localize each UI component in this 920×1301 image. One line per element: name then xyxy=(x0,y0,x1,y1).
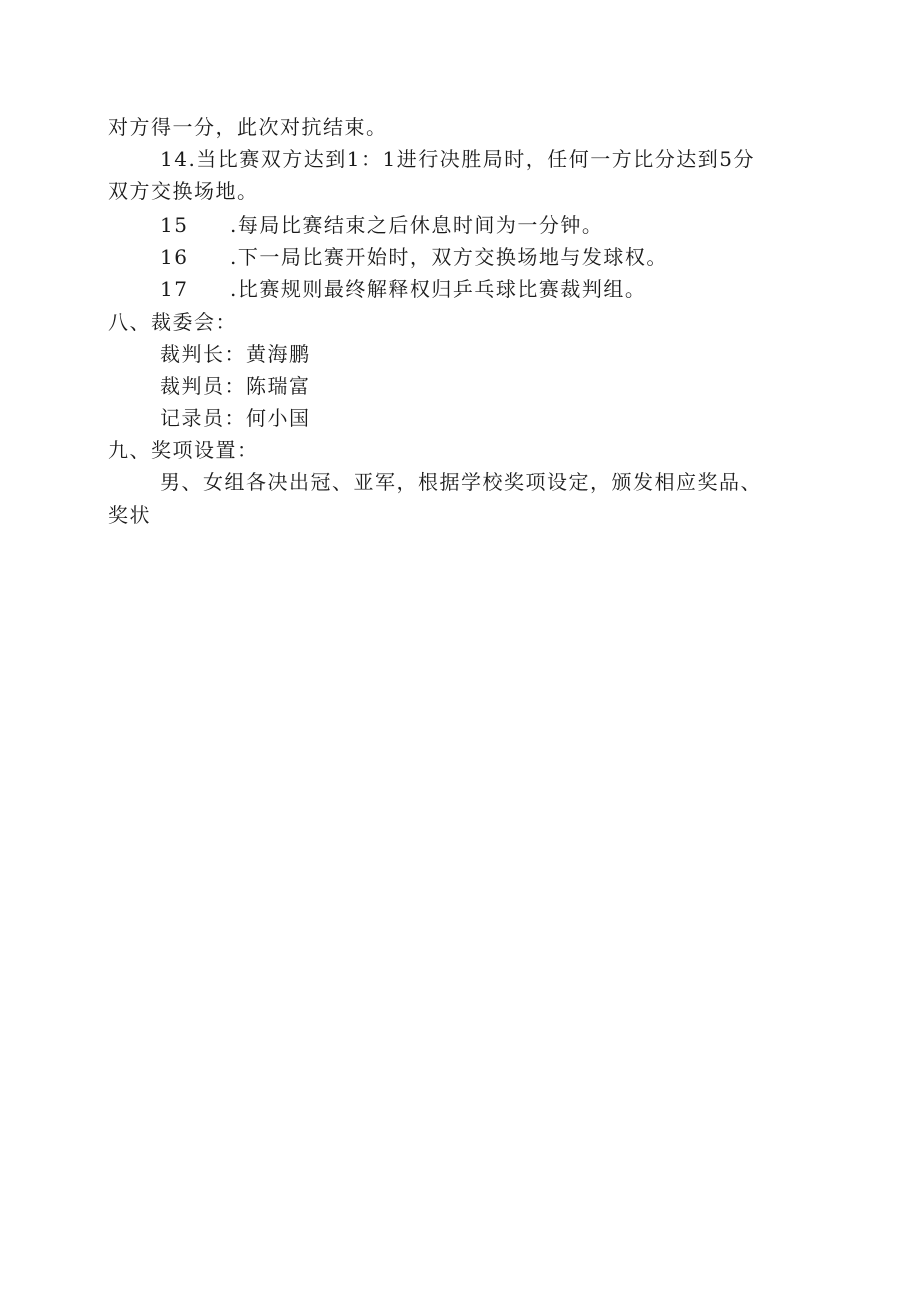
rule-16 xyxy=(160,244,668,270)
awards-paragraph-text-2: 奖状 xyxy=(108,503,151,527)
chief-referee-text: 裁判长：黄海鹏 xyxy=(160,342,311,366)
rule-13-continuation-text: 对方得一分，此次对抗结束。 xyxy=(108,115,388,139)
referee xyxy=(160,373,311,399)
awards-paragraph-text-1: 男、女组各决出冠、亚军，根据学校奖项设定，颁发相应奖品、 xyxy=(160,470,762,494)
chief-referee xyxy=(160,341,311,367)
rule-16-text: .下一局比赛开始时，双方交换场地与发球权。 xyxy=(230,245,668,269)
recorder xyxy=(160,405,311,431)
rule-14 xyxy=(160,146,755,172)
section-8-heading-text: 八、裁委会： xyxy=(108,310,237,334)
awards-paragraph-line-1 xyxy=(160,469,762,495)
rule-14-number: 14 xyxy=(160,147,189,171)
rule-14-continuation xyxy=(108,178,259,204)
rule-15 xyxy=(160,212,603,238)
section-9-heading-text: 九、奖项设置： xyxy=(108,438,259,462)
rule-17-number: 17 xyxy=(160,277,189,301)
rule-16-number: 16 xyxy=(160,245,189,269)
rule-17 xyxy=(160,276,646,302)
section-9-heading xyxy=(108,437,259,463)
rule-15-number: 15 xyxy=(160,213,189,237)
section-8-heading xyxy=(108,309,237,335)
rule-14-text: .当比赛双方达到1：1进行决胜局时，任何一方比分达到5分 xyxy=(188,147,755,171)
rule-17-text: .比赛规则最终解释权归乒乓球比赛裁判组。 xyxy=(230,277,647,301)
referee-text: 裁判员：陈瑞富 xyxy=(160,374,311,398)
awards-paragraph-line-2 xyxy=(108,502,151,528)
recorder-text: 记录员：何小国 xyxy=(160,406,311,430)
rule-14-continuation-text: 双方交换场地。 xyxy=(108,179,259,203)
rule-15-text: .每局比赛结束之后休息时间为一分钟。 xyxy=(230,213,604,237)
rule-13-continuation xyxy=(108,114,388,140)
